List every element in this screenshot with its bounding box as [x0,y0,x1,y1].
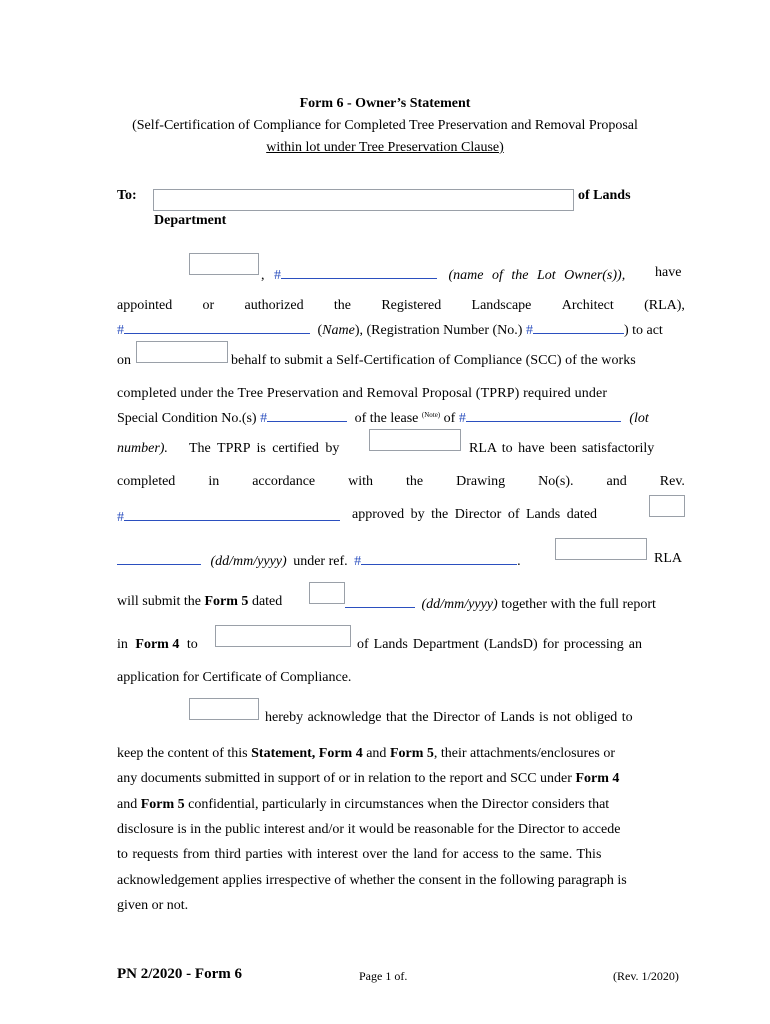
to-label: To: [117,188,137,203]
on-behalf-field[interactable] [136,341,228,363]
office-name-field[interactable] [215,625,351,647]
on-text: on [117,353,131,368]
owner-name-field[interactable] [189,253,259,275]
submitting-rla-field[interactable] [555,538,647,560]
will-submit-line: will submit the Form 5 dated [117,594,283,609]
confidential-line: and Form 5 confidential, particularly in circumstances when the Director considers that [117,797,610,812]
lot-owner-blank[interactable] [281,265,437,279]
completed-under-line: completed under the Tree Preservation and Removal Proposal (TPRP) required under [117,386,608,401]
approved-by-text: approved by the Director of Lands dated [352,507,598,522]
form5-date-field[interactable] [309,582,345,604]
acknowledgement-applies-line: acknowledgement applies irrespective of whether the consent in the following paragraph is [117,873,627,888]
lands-department-text: of Lands Department (LandsD) for processing an [357,637,643,652]
behalf-text: behalf to submit a Self-Certification of Compliance (SCC) of the works [231,353,636,368]
rla-name-line: # (Name), (Registration Number (No.) # ) to act [117,320,663,339]
footer-revision: (Rev. 1/2020) [613,969,679,983]
accordance-line: completed in accordance with the Drawing No(s). and Rev. [117,474,685,489]
approval-date-field[interactable] [649,495,685,517]
number-text: number). [117,441,168,456]
have-text: have [655,265,682,280]
application-text: application for Certificate of Compliance. [117,670,352,685]
approval-date-line: (dd/mm/yyyy) under ref. # . [117,551,521,570]
form-subtitle-line1: (Self-Certification of Compliance for Completed Tree Preservation and Removal Proposal [132,118,638,133]
form5-date-blank[interactable] [345,594,415,608]
drawing-no-line: # [117,507,340,526]
form-subtitle-line2: within lot under Tree Preservation Clause) [266,140,504,155]
appointed-line: appointed or authorized the Registered Landscape Architect (RLA), [117,298,685,313]
owner-line: , # (name of the Lot Owner(s)), [261,265,625,284]
rla-text: RLA [654,551,682,566]
of-lands-text: of Lands [578,188,631,203]
tprp-certified-text: The TPRP is certified by [189,441,340,456]
acknowledge-text: hereby acknowledge that the Director of Lands is not obliged to [265,710,633,725]
requests-line: to requests from third parties with interest over the land for access to the same. This [117,847,602,862]
department-text: Department [154,213,227,228]
rla-satisfactorily-text: RLA to have been satisfactorily [469,441,655,456]
given-line: given or not. [117,898,189,913]
recipient-name-field[interactable] [153,189,574,211]
rla-name-blank[interactable] [124,320,310,334]
certifying-rla-field[interactable] [369,429,461,451]
footer-page-number: Page 1 of. [359,969,408,983]
form4-line: in Form 4 to [117,637,198,652]
footer-form-id: PN 2/2020 - Form 6 [117,966,242,982]
special-condition-blank[interactable] [267,408,347,422]
any-documents-line: any documents submitted in support of or in relation to the report and SCC under Form 4 [117,771,620,786]
form5-date-line: (dd/mm/yyyy) together with the full report [345,594,656,613]
acknowledging-owner-field[interactable] [189,698,259,720]
keep-content-line: keep the content of this Statement, Form 4 and Form 5, their attachments/enclosures or [117,746,616,761]
lot-number-blank[interactable] [466,408,621,422]
approval-date-blank[interactable] [117,551,201,565]
reference-no-blank[interactable] [361,551,517,565]
special-condition-line: Special Condition No.(s) # of the lease $^{(Note)}$ of # (lot [117,408,649,427]
registration-no-blank[interactable] [533,320,624,334]
drawing-no-blank[interactable] [124,507,340,521]
form-title: Form 6 - Owner’s Statement [299,96,471,111]
disclosure-line: disclosure is in the public interest and/or it would be reasonable for the Director to accede [117,822,621,837]
